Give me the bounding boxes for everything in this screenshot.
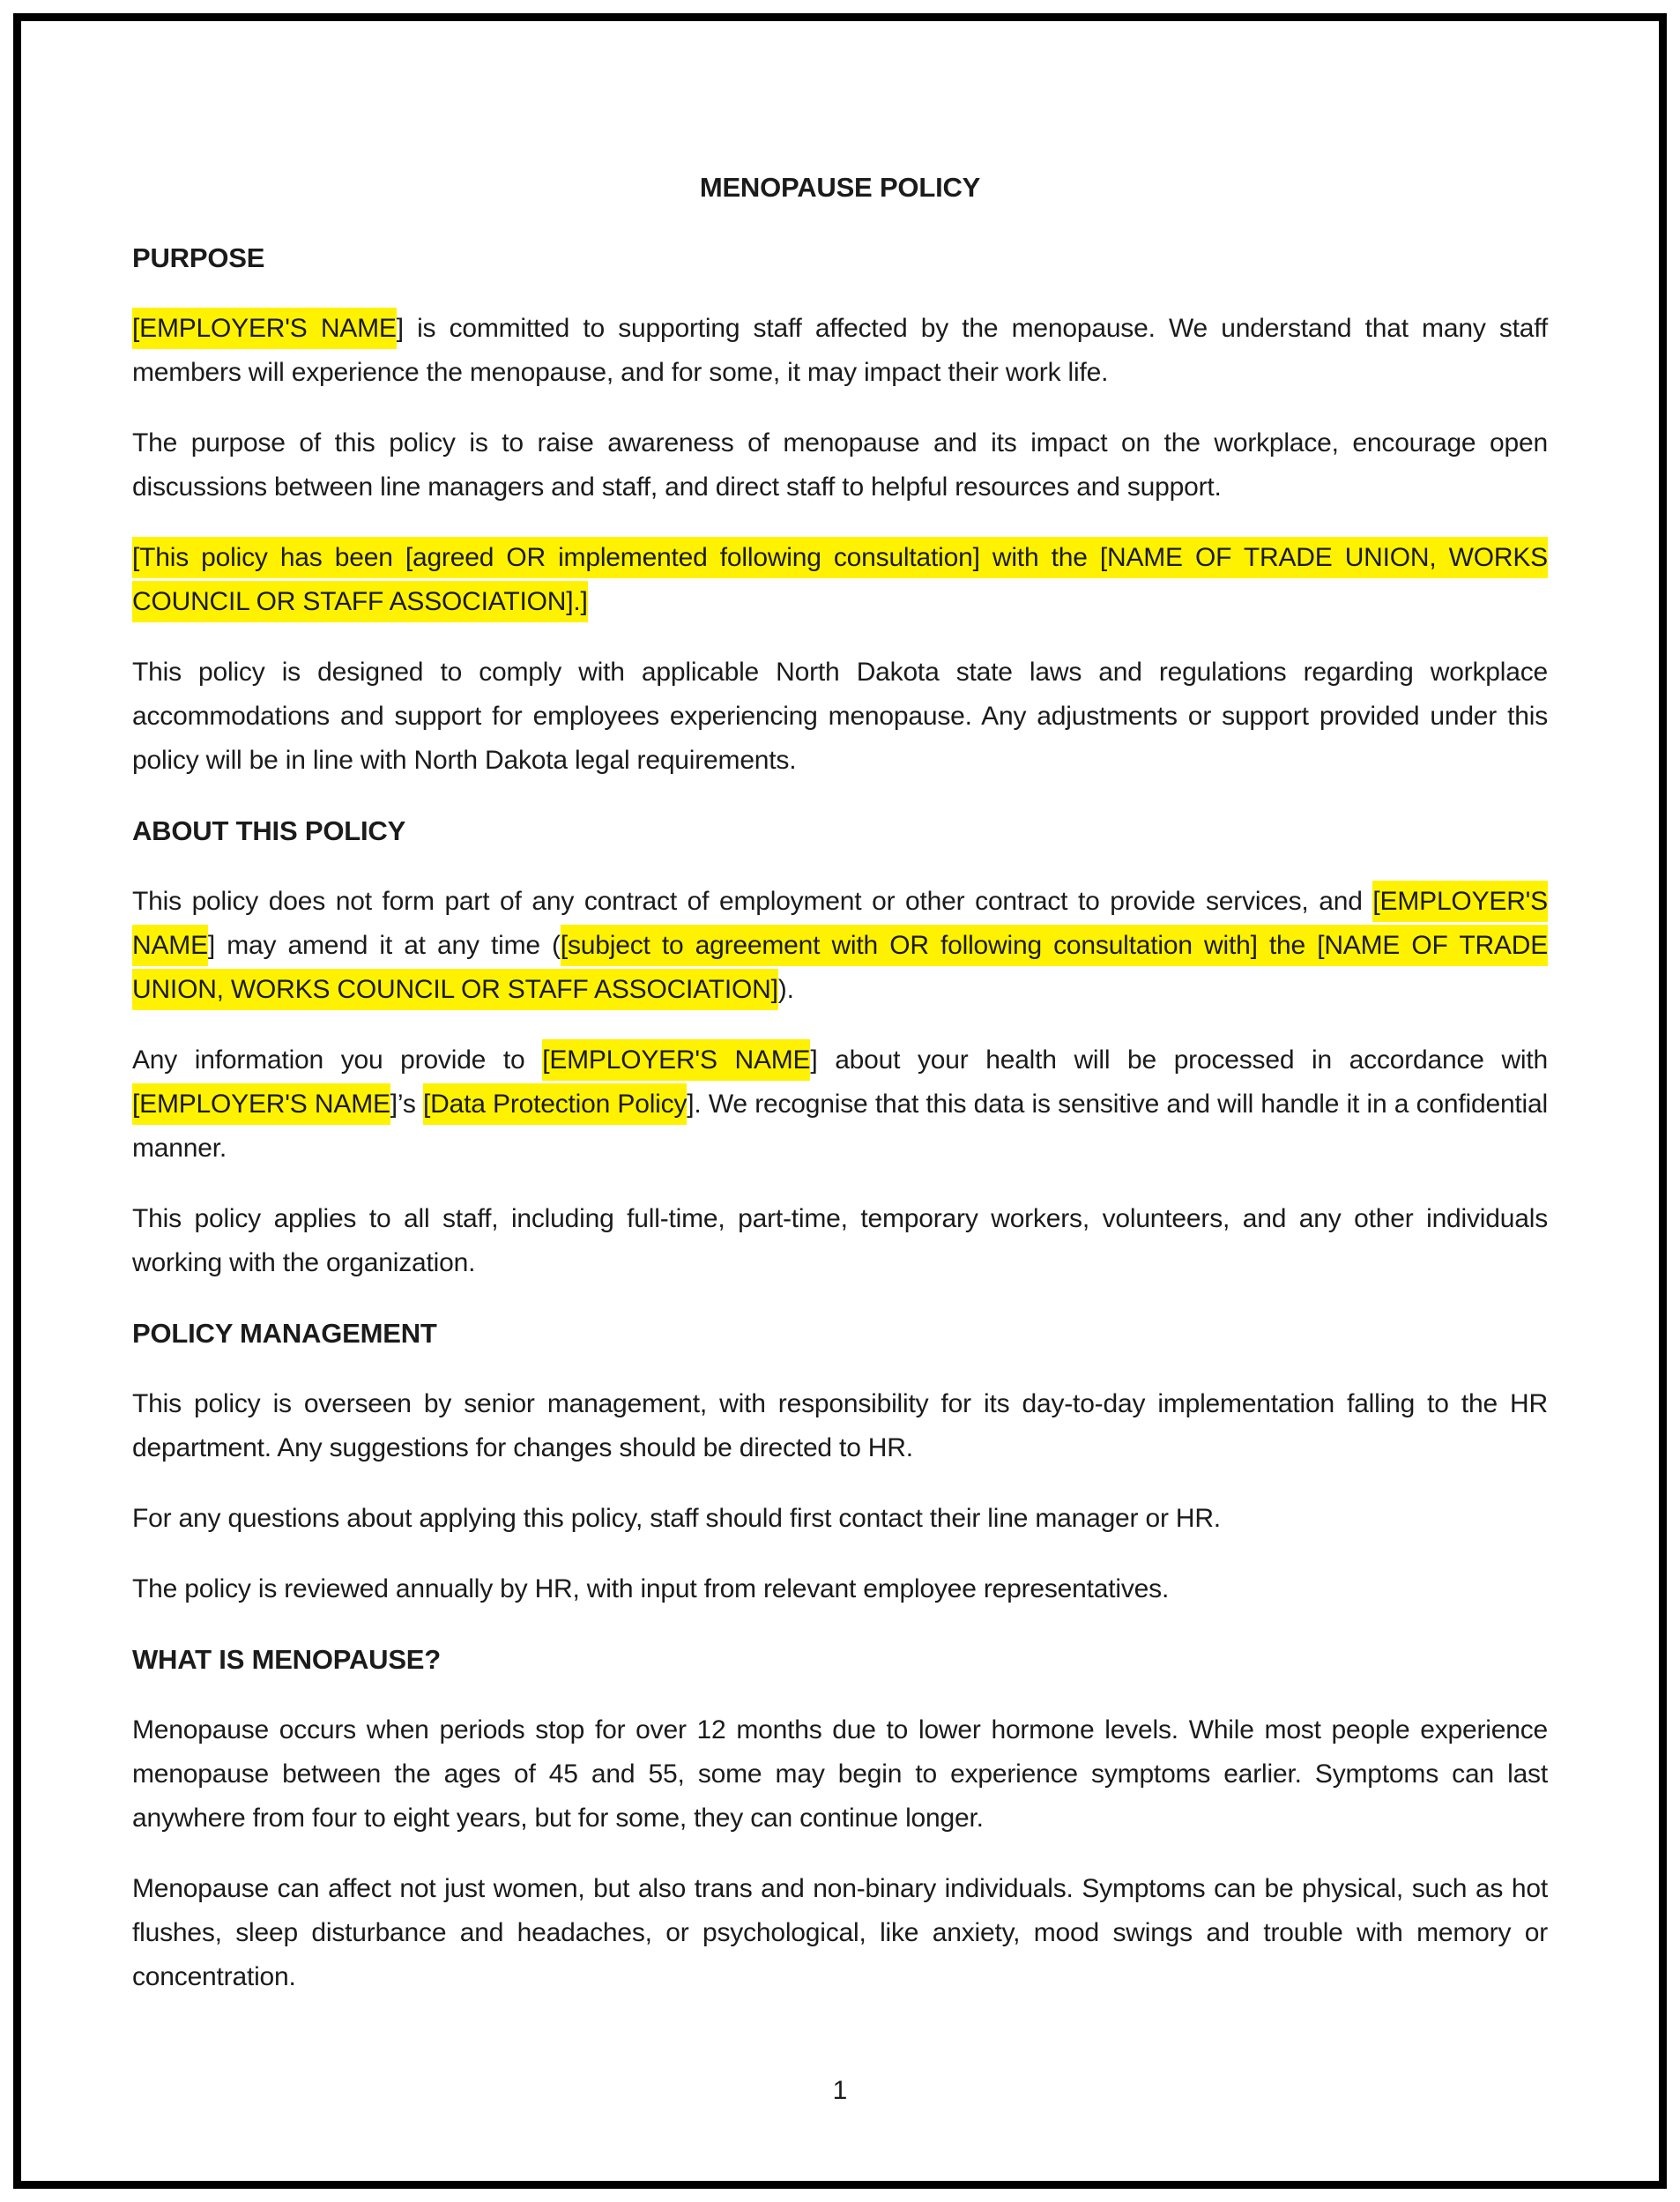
paragraph: [132, 1708, 1548, 1841]
text-segment: ).: [777, 975, 794, 1004]
placeholder-employer-name: [EMPLOYER'S NAME: [542, 1039, 810, 1081]
section-heading-what-is-menopause: WHAT IS MENOPAUSE?: [132, 1644, 442, 1675]
paragraph: [132, 307, 1548, 395]
text-segment: The purpose of this policy is to raise awareness of menopause and its impact on the workplace, encourage open discussions between line managers and staff, and direct staff to helpful resources and support.: [132, 428, 1548, 502]
text-segment: This policy applies to all staff, including full-time, part-time, temporary workers, volunteers, and any other individuals working with the organization.: [132, 1204, 1548, 1277]
document-content: [132, 0, 1548, 2026]
paragraph: [132, 1038, 1548, 1171]
placeholder-data-protection-policy: [Data Protection Policy: [423, 1083, 687, 1125]
placeholder-employer-name: [EMPLOYER'S NAME: [132, 308, 397, 349]
text-segment: This policy is overseen by senior management, with responsibility for its day-to-day implementation falling to the HR department. Any suggestions for changes should be directed to HR.: [132, 1389, 1548, 1462]
text-segment: Any information you provide to: [132, 1045, 543, 1075]
section-policy-management: [132, 1312, 1548, 1611]
paragraph: [132, 1567, 1548, 1611]
section-heading-policy-management: POLICY MANAGEMENT: [132, 1318, 437, 1349]
placeholder-employer-name: [EMPLOYER'S NAME: [132, 1083, 390, 1125]
text-segment: ]’s: [390, 1090, 423, 1119]
text-segment: Menopause occurs when periods stop for over 12 months due to lower hormone levels. While most people experience menopause between the ages of 45 and 55, some may begin to experience symptoms earlier. Symptoms can last anywhere from four to eight years, but for some, they can continue longer.: [132, 1715, 1548, 1833]
text-segment: This policy does not form part of any contract of employment or other contract to provide services, and: [132, 887, 1373, 916]
paragraph: [132, 1867, 1548, 1999]
section-purpose: [132, 236, 1548, 783]
text-segment: ] may amend it at any time (: [207, 931, 561, 960]
paragraph: [132, 1197, 1548, 1285]
section-about-this-policy: [132, 809, 1548, 1285]
paragraph: [132, 651, 1548, 783]
paragraph: [132, 1497, 1548, 1541]
section-what-is-menopause: [132, 1638, 1548, 1999]
text-segment: ]. We recognise that this data is sensitive and will handle it in a confidential manner.: [132, 1090, 1548, 1163]
placeholder-employer-name: [EMPLOYER'S NAME: [132, 881, 1548, 966]
document-title: MENOPAUSE POLICY: [699, 172, 981, 203]
placeholder-consultation-clause: [subject to agreement with OR following consultation with] the [NAME OF TRADE UNION, WORKS COUNCIL OR STAFF ASSOCIATION]: [132, 925, 1548, 1010]
section-heading-purpose: PURPOSE: [132, 242, 265, 273]
paragraph: [132, 880, 1548, 1012]
placeholder-trade-union-clause: [This policy has been [agreed OR implemented following consultation] with the [NAME OF TRADE UNION, WORKS COUNCIL OR STAFF ASSOCIATION].]: [132, 537, 1548, 622]
text-segment: ] is committed to supporting staff affected by the menopause. We understand that many staff members will experience the menopause, and for some, it may impact their work life.: [132, 314, 1548, 387]
text-segment: ] about your health will be processed in accordance with: [810, 1045, 1549, 1075]
text-segment: For any questions about applying this policy, staff should first contact their line manager or HR.: [132, 1504, 1221, 1533]
text-segment: The policy is reviewed annually by HR, with input from relevant employee representatives.: [132, 1574, 1170, 1603]
paragraph: [132, 421, 1548, 510]
paragraph: [132, 536, 1548, 624]
page-number: 1: [832, 2076, 848, 2105]
text-segment: This policy is designed to comply with applicable North Dakota state laws and regulations regarding workplace accommodations and support for employees experiencing menopause. Any adjustments or support provided under this policy will be in line with North Dakota legal requirements.: [132, 658, 1548, 775]
text-segment: Menopause can affect not just women, but also trans and non-binary individuals. Symptoms can be physical, such as hot flushes, sleep disturbance and headaches, or psychological, like anxiety, mood swings and trouble with memory or concentration.: [132, 1874, 1548, 1991]
paragraph: [132, 1382, 1548, 1470]
section-heading-about: ABOUT THIS POLICY: [132, 815, 406, 846]
